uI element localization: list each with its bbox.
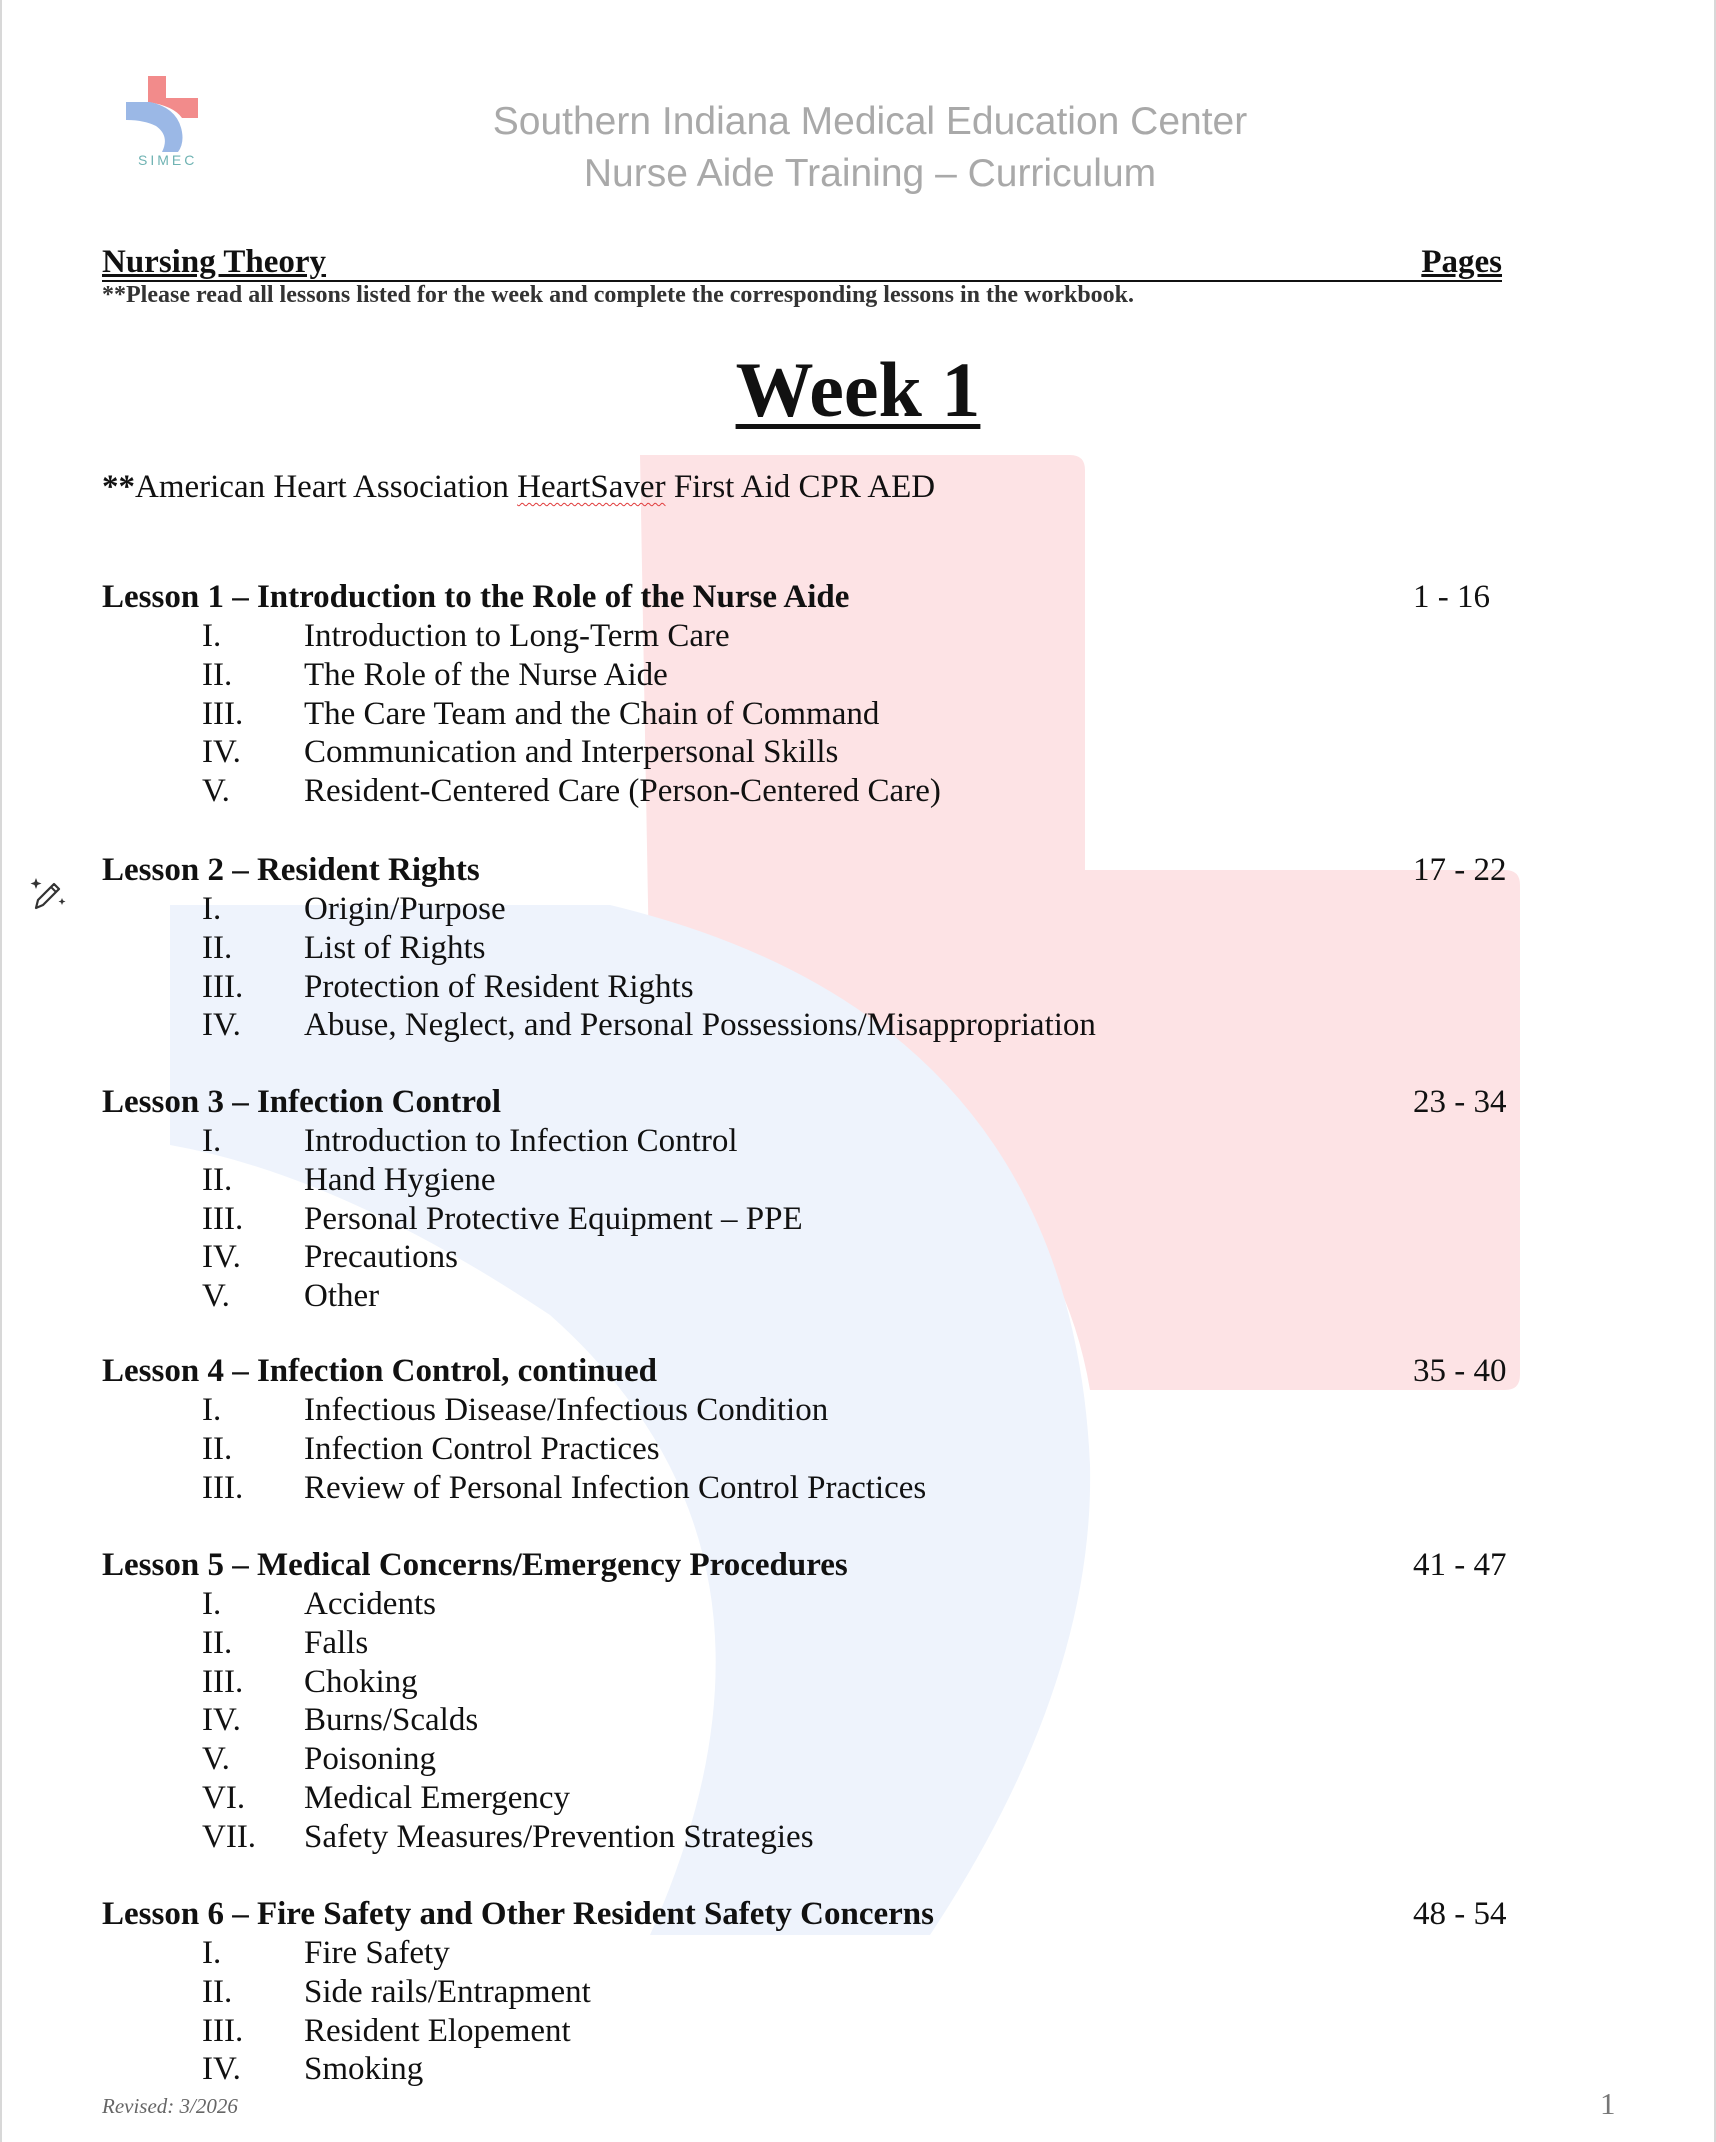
topic-text: Smoking [304, 2051, 424, 2088]
week-heading-text: Week 1 [735, 346, 981, 433]
lesson-2 [102, 851, 1512, 1045]
note-stars: ** [102, 469, 135, 505]
topic-numeral: V. [202, 1741, 230, 1778]
topic-item [102, 1779, 1512, 1818]
week-heading [0, 345, 1716, 435]
topic-text: Infection Control Practices [304, 1430, 660, 1467]
topic-item [102, 1238, 1512, 1277]
topic-numeral: III. [202, 1469, 244, 1506]
logo-text: SIMEC [138, 152, 198, 168]
lesson-pages: 35 - 40 [1413, 1353, 1507, 1389]
topic-numeral: VI. [202, 1779, 246, 1816]
section-title: Nursing Theory [102, 244, 327, 280]
topic-text: The Care Team and the Chain of Command [304, 695, 880, 732]
lesson-4 [102, 1352, 1512, 1507]
note-post: First Aid CPR AED [665, 469, 936, 505]
topic-text: Fire Safety [304, 1935, 450, 1971]
topic-item [102, 1934, 1512, 1973]
topic-numeral: IV. [202, 734, 241, 771]
topic-numeral: II. [202, 1624, 233, 1661]
topic-numeral: II. [202, 1161, 233, 1198]
topic-item [102, 656, 1512, 695]
topic-text: The Role of the Nurse Aide [304, 656, 668, 693]
lesson-pages: 48 - 54 [1413, 1896, 1507, 1932]
topic-numeral: I. [202, 1392, 222, 1428]
topic-numeral: I. [202, 1586, 222, 1622]
lesson-pages: 41 - 47 [1413, 1547, 1507, 1583]
topic-text: List of Rights [304, 929, 486, 966]
lesson-3 [102, 1083, 1512, 1316]
topic-item [102, 1122, 1512, 1161]
topic-text: Infectious Disease/Infectious Condition [304, 1392, 829, 1428]
topic-item [102, 733, 1512, 772]
topic-item [102, 1200, 1512, 1239]
topic-item [102, 1391, 1512, 1430]
topic-text: Protection of Resident Rights [304, 968, 694, 1005]
lesson-pages: 1 - 16 [1413, 579, 1490, 615]
topic-item [102, 1624, 1512, 1663]
topic-text: Origin/Purpose [304, 891, 506, 927]
topic-text: Resident Elopement [304, 2012, 571, 2049]
topic-item [102, 968, 1512, 1007]
topic-numeral: IV. [202, 1007, 241, 1044]
topic-text: Hand Hygiene [304, 1161, 496, 1198]
topic-text: Review of Personal Infection Control Practices [304, 1469, 927, 1506]
topic-item [102, 1006, 1512, 1045]
topic-item [102, 1585, 1512, 1624]
topic-text: Other [304, 1278, 380, 1315]
lesson-1 [102, 578, 1512, 811]
topic-text: Precautions [304, 1239, 458, 1276]
topic-text: Introduction to Long-Term Care [304, 618, 730, 654]
note-pre: American Heart Association [135, 469, 518, 505]
topic-numeral: IV. [202, 1702, 241, 1739]
lesson-title: Lesson 1 – Introduction to the Role of the Nurse Aide [102, 579, 850, 615]
topic-numeral: II. [202, 929, 233, 966]
topic-text: Choking [304, 1663, 418, 1700]
topic-item [102, 1701, 1512, 1740]
lesson-title: Lesson 4 – Infection Control, continued [102, 1353, 657, 1389]
topic-numeral: I. [202, 891, 222, 927]
document-title: Nurse Aide Training – Curriculum [583, 152, 1157, 195]
topic-numeral: II. [202, 1430, 233, 1467]
topic-numeral: II. [202, 1973, 233, 2010]
topic-text: Medical Emergency [304, 1779, 571, 1816]
pages-column-title: Pages [1421, 244, 1502, 280]
lesson-pages: 17 - 22 [1413, 852, 1507, 888]
topic-text: Abuse, Neglect, and Personal Possessions/Misappropriation [304, 1007, 1096, 1044]
revised-date: Revised: 3/2026 [102, 2094, 238, 2118]
topic-item [102, 695, 1512, 734]
topic-item [102, 1277, 1512, 1316]
topic-item [102, 1740, 1512, 1779]
lesson-pages: 23 - 34 [1413, 1084, 1507, 1120]
topic-item [102, 929, 1512, 968]
topic-numeral: III. [202, 1200, 244, 1237]
topic-text: Introduction to Infection Control [304, 1123, 738, 1159]
lesson-title: Lesson 3 – Infection Control [102, 1084, 502, 1120]
topic-numeral: IV. [202, 1239, 241, 1276]
topic-item [102, 772, 1512, 811]
topic-numeral: V. [202, 1278, 230, 1315]
pen-sparkle-icon[interactable] [28, 874, 68, 914]
topic-numeral: I. [202, 618, 222, 654]
lesson-title: Lesson 2 – Resident Rights [102, 852, 480, 888]
topic-numeral: III. [202, 695, 244, 732]
topic-numeral: III. [202, 1663, 244, 1700]
topic-numeral: IV. [202, 2051, 241, 2088]
topic-numeral: I. [202, 1935, 222, 1971]
topic-text: Side rails/Entrapment [304, 1973, 591, 2010]
topic-text: Resident-Centered Care (Person-Centered Care) [304, 773, 941, 810]
topic-text: Communication and Interpersonal Skills [304, 734, 839, 771]
topic-item [102, 1469, 1512, 1508]
topic-numeral: I. [202, 1123, 222, 1159]
topic-text: Safety Measures/Prevention Strategies [304, 1818, 814, 1855]
topic-numeral: III. [202, 968, 244, 1005]
organization-name: Southern Indiana Medical Education Center [492, 100, 1248, 143]
topic-item [102, 1430, 1512, 1469]
topic-item [102, 1663, 1512, 1702]
topic-numeral: V. [202, 773, 230, 810]
topic-item [102, 1973, 1512, 2012]
topic-text: Poisoning [304, 1741, 437, 1778]
page-number: 1 [1600, 2086, 1616, 2121]
topic-item [102, 617, 1512, 656]
topic-text: Personal Protective Equipment – PPE [304, 1200, 803, 1237]
section-header [102, 244, 1502, 282]
lesson-6 [102, 1895, 1512, 2089]
page-edge-left [0, 0, 2, 2142]
reading-instructions: **Please read all lessons listed for the week and complete the corresponding lessons in the workbook. [102, 282, 1135, 308]
topic-item [102, 890, 1512, 929]
topic-text: Falls [304, 1624, 369, 1661]
spellcheck-flagged-word[interactable]: HeartSaver [517, 469, 666, 505]
topic-numeral: II. [202, 656, 233, 693]
topic-text: Accidents [304, 1586, 436, 1622]
lesson-title: Lesson 6 – Fire Safety and Other Resident Safety Concerns [102, 1896, 934, 1932]
topic-numeral: III. [202, 2012, 244, 2049]
topic-item [102, 2012, 1512, 2051]
topic-item [102, 1818, 1512, 1857]
lesson-title: Lesson 5 – Medical Concerns/Emergency Procedures [102, 1547, 848, 1583]
topic-numeral: VII. [202, 1818, 257, 1855]
lesson-5 [102, 1546, 1512, 1857]
topic-item [102, 1161, 1512, 1200]
topic-item [102, 2050, 1512, 2089]
aha-note [102, 469, 935, 506]
topic-text: Burns/Scalds [304, 1702, 479, 1739]
